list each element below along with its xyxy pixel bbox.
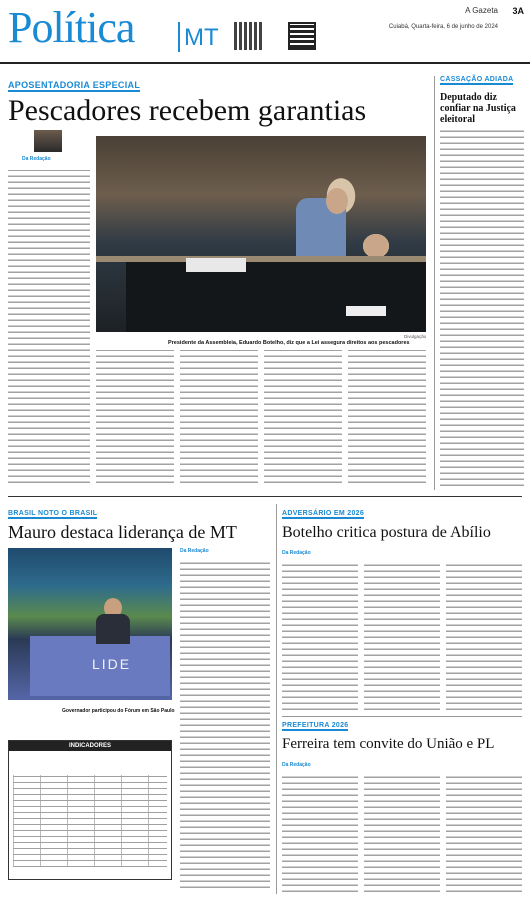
story2-kicker: BRASIL NOTO O BRASIL	[8, 510, 98, 517]
qr-code-icon	[234, 22, 262, 50]
lead-text-col-1	[8, 170, 90, 485]
lead-kicker: APOSENTADORIA ESPECIAL	[8, 80, 141, 90]
section-rule	[8, 496, 522, 497]
story3-text-col-3	[446, 562, 522, 712]
brand-name: A Gazeta	[465, 6, 498, 15]
lead-author: Da Redação	[22, 156, 51, 162]
author-photo	[34, 130, 62, 152]
lead-text-col-5	[348, 350, 426, 485]
story3-kicker: ADVERSÁRIO EM 2026	[282, 510, 365, 517]
title-divider	[178, 22, 180, 52]
column-divider	[276, 504, 277, 894]
lide-logo: LIDE	[92, 656, 132, 672]
lead-headline: Pescadores recebem garantias	[8, 94, 367, 127]
story4-text-col-2	[364, 774, 440, 894]
edition-date: Cuiabá, Quarta-feira, 6 de junho de 2024	[388, 24, 498, 30]
story-rule	[282, 716, 522, 717]
story2-text	[180, 560, 270, 890]
sidebar-title: Deputado diz confiar na Justiça eleitoral	[440, 92, 516, 125]
section-title: Política	[8, 3, 135, 52]
story4-text-col-3	[446, 774, 522, 894]
story3-author: Da Redação	[282, 550, 311, 556]
story4-kicker: PREFEITURA 2026	[282, 722, 349, 729]
table-grid	[13, 775, 167, 867]
story2-author: Da Redação	[180, 548, 209, 554]
lead-text-col-2	[96, 350, 174, 485]
sidebar-kicker: CASSAÇÃO ADIADA	[440, 76, 514, 83]
lead-text-col-4	[264, 350, 342, 485]
story3-text-col-2	[364, 562, 440, 712]
story4-text-col-1	[282, 774, 358, 894]
lead-text-col-3	[180, 350, 258, 485]
story2-photo	[8, 548, 172, 700]
story3-text-col-1	[282, 562, 358, 712]
story2-photo-caption: Governador participou do Fórum em São Paulo	[62, 708, 175, 714]
story4-author: Da Redação	[282, 762, 311, 768]
story4-headline: Ferreira tem convite do União e PL	[282, 736, 495, 752]
indicators-table	[8, 740, 172, 880]
lead-photo-credit: Divulgação	[404, 334, 427, 339]
lead-photo-caption: Presidente da Assembleia, Eduardo Botelho, diz que a Lei assegura direitos aos pescadores	[168, 340, 410, 346]
masthead	[0, 0, 530, 64]
section-subtitle: MT	[184, 24, 219, 51]
story3-headline: Botelho critica postura de Abílio	[282, 524, 491, 541]
lead-photo	[96, 136, 426, 332]
sidebar-text	[440, 130, 524, 488]
qr-code-icon-2	[288, 22, 316, 50]
sidebar-divider	[434, 76, 435, 490]
story2-headline: Mauro destaca liderança de MT	[8, 522, 237, 542]
table-title: INDICADORES	[9, 741, 171, 751]
page-number: 3A	[512, 6, 524, 16]
